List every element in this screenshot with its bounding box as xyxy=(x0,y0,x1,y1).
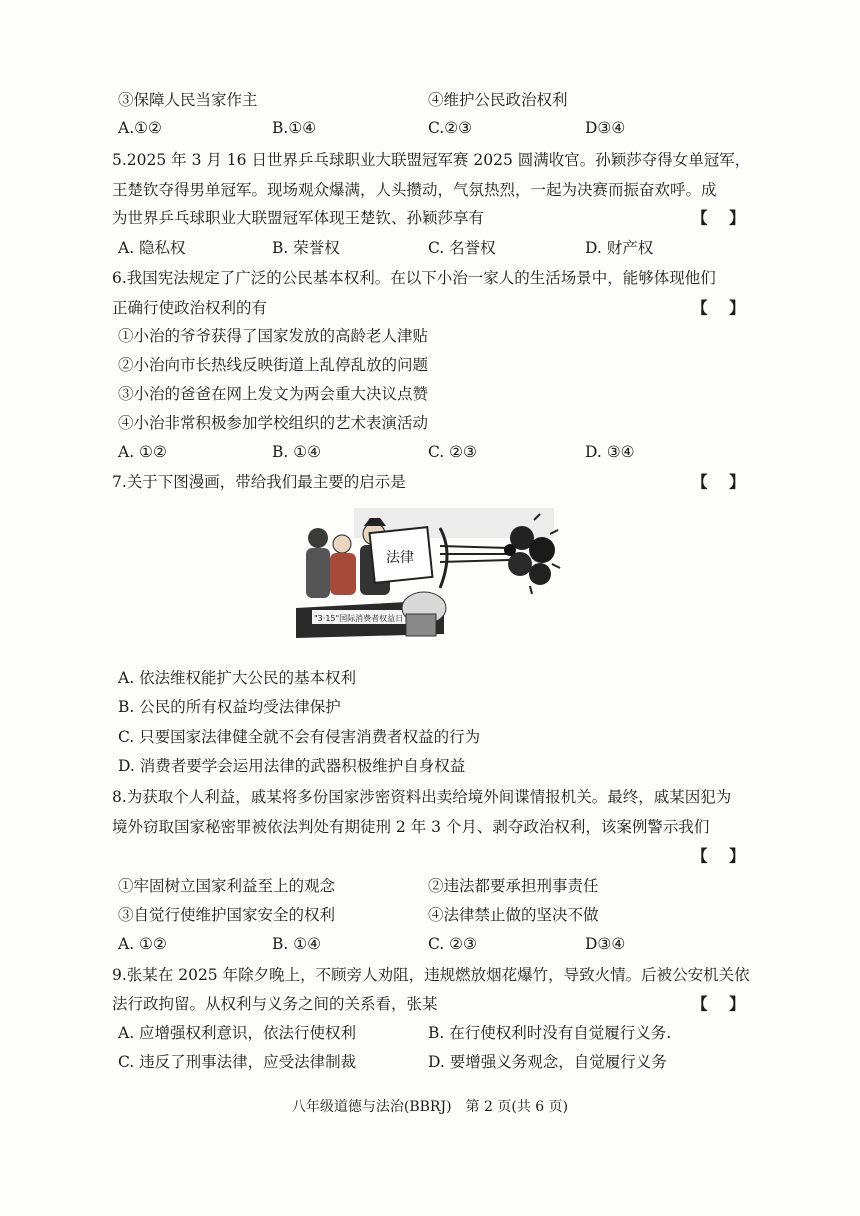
q6-statement-3: ③小治的爸爸在网上发文为两会重大决议点赞 xyxy=(118,385,429,403)
q6-answer-bracket: 【 】 xyxy=(692,298,745,317)
cartoon-banner-text: "3·15"国际消费者权益日 xyxy=(314,614,404,623)
q6-text-line-1: 6.我国宪法规定了广泛的公民基本权利。在以下小治一家人的生活场景中，能够体现他们 xyxy=(112,269,716,287)
q8-option-b: B. ①④ xyxy=(272,935,322,953)
q5-text-line-1: 5.2025 年 3 月 16 日世界乒乓球职业大联盟冠军赛 2025 圆满收官。孙颖莎夺得女单冠军， xyxy=(112,151,751,169)
q9-option-b: B. 在行使权利时没有自觉履行义务. xyxy=(428,1024,672,1042)
page-footer: 八年级道德与法治(BBRJ) 第 2 页(共 6 页) xyxy=(291,1099,569,1115)
q8-answer-bracket: 【 】 xyxy=(692,846,745,865)
q5-option-d: D. 财产权 xyxy=(585,239,654,257)
q6-option-d: D. ③④ xyxy=(585,443,635,461)
q4-option-a: A.①② xyxy=(118,119,162,137)
q7-option-c: C. 只要国家法律健全就不会有侵害消费者权益的行为 xyxy=(118,728,481,746)
q9-option-d: D. 要增强义务观念，自觉履行义务 xyxy=(428,1053,667,1071)
q8-text-line-2: 境外窃取国家秘密罪被依法判处有期徒刑 2 年 3 个月、剥夺政治权利，该案例警示我们 xyxy=(112,818,710,836)
q8-option-a: A. ①② xyxy=(118,935,167,953)
q9-answer-bracket: 【 】 xyxy=(692,994,745,1013)
q8-statement-3: ③自觉行使维护国家安全的权利 xyxy=(118,906,336,924)
law-cartoon-image xyxy=(294,508,564,638)
q6-text-line-2: 正确行使政治权利的有 xyxy=(112,299,268,317)
q6-statement-4: ④小治非常积极参加学校组织的艺术表演活动 xyxy=(118,414,429,432)
q4-statement-3: ③保障人民当家作主 xyxy=(118,91,258,109)
q5-option-c: C. 名誉权 xyxy=(428,239,496,257)
q6-option-a: A. ①② xyxy=(118,443,167,461)
q4-statement-4: ④维护公民政治权利 xyxy=(428,91,568,109)
q9-text-line-1: 9.张某在 2025 年除夕晚上，不顾旁人劝阻，违规燃放烟花爆竹，导致火情。后被公安机关依 xyxy=(112,966,750,984)
q5-option-a: A. 隐私权 xyxy=(118,239,186,257)
q7-option-d: D. 消费者要学会运用法律的武器积极维护自身权益 xyxy=(118,757,466,775)
q5-answer-bracket: 【 】 xyxy=(692,208,745,227)
q7-option-b: B. 公民的所有权益均受法律保护 xyxy=(118,698,341,716)
q5-text-line-2: 王楚钦夺得男单冠军。现场观众爆满，人头攒动，气氛热烈，一起为决赛而振奋欢呼。成 xyxy=(112,181,717,199)
law-cartoon-drawing xyxy=(294,508,564,638)
q8-text-line-1: 8.为获取个人利益，戚某将多份国家涉密资料出卖给境外间谍情报机关。最终，戚某因犯为 xyxy=(112,788,732,806)
q6-option-b: B. ①④ xyxy=(272,443,322,461)
q5-text-line-3: 为世界乒乓球职业大联盟冠军体现王楚钦、孙颖莎享有 xyxy=(112,209,485,227)
q9-option-a: A. 应增强权利意识，依法行使权利 xyxy=(118,1024,357,1042)
q4-option-b: B.①④ xyxy=(272,119,317,137)
q7-answer-bracket: 【 】 xyxy=(692,472,745,491)
q4-option-d: D③④ xyxy=(585,119,626,137)
q4-option-c: C.②③ xyxy=(428,119,473,137)
q5-option-b: B. 荣誉权 xyxy=(272,239,340,257)
q6-statement-1: ①小治的爷爷获得了国家发放的高龄老人津贴 xyxy=(118,327,429,345)
q8-option-c: C. ②③ xyxy=(428,935,477,953)
q8-option-d: D③④ xyxy=(585,935,626,953)
q7-option-a: A. 依法维权能扩大公民的基本权利 xyxy=(118,669,357,687)
q9-text-line-2: 法行政拘留。从权利与义务之间的关系看，张某 xyxy=(112,995,438,1013)
q9-option-c: C. 违反了刑事法律，应受法律制裁 xyxy=(118,1053,357,1071)
q8-statement-2: ②违法都要承担刑事责任 xyxy=(428,877,599,895)
cartoon-sign-text: 法律 xyxy=(386,550,414,566)
q7-text-line-1: 7.关于下图漫画，带给我们最主要的启示是 xyxy=(112,473,406,491)
q6-statement-2: ②小治向市长热线反映街道上乱停乱放的问题 xyxy=(118,356,429,374)
q6-option-c: C. ②③ xyxy=(428,443,477,461)
q8-statement-4: ④法律禁止做的坚决不做 xyxy=(428,906,599,924)
q8-statement-1: ①牢固树立国家利益至上的观念 xyxy=(118,877,336,895)
